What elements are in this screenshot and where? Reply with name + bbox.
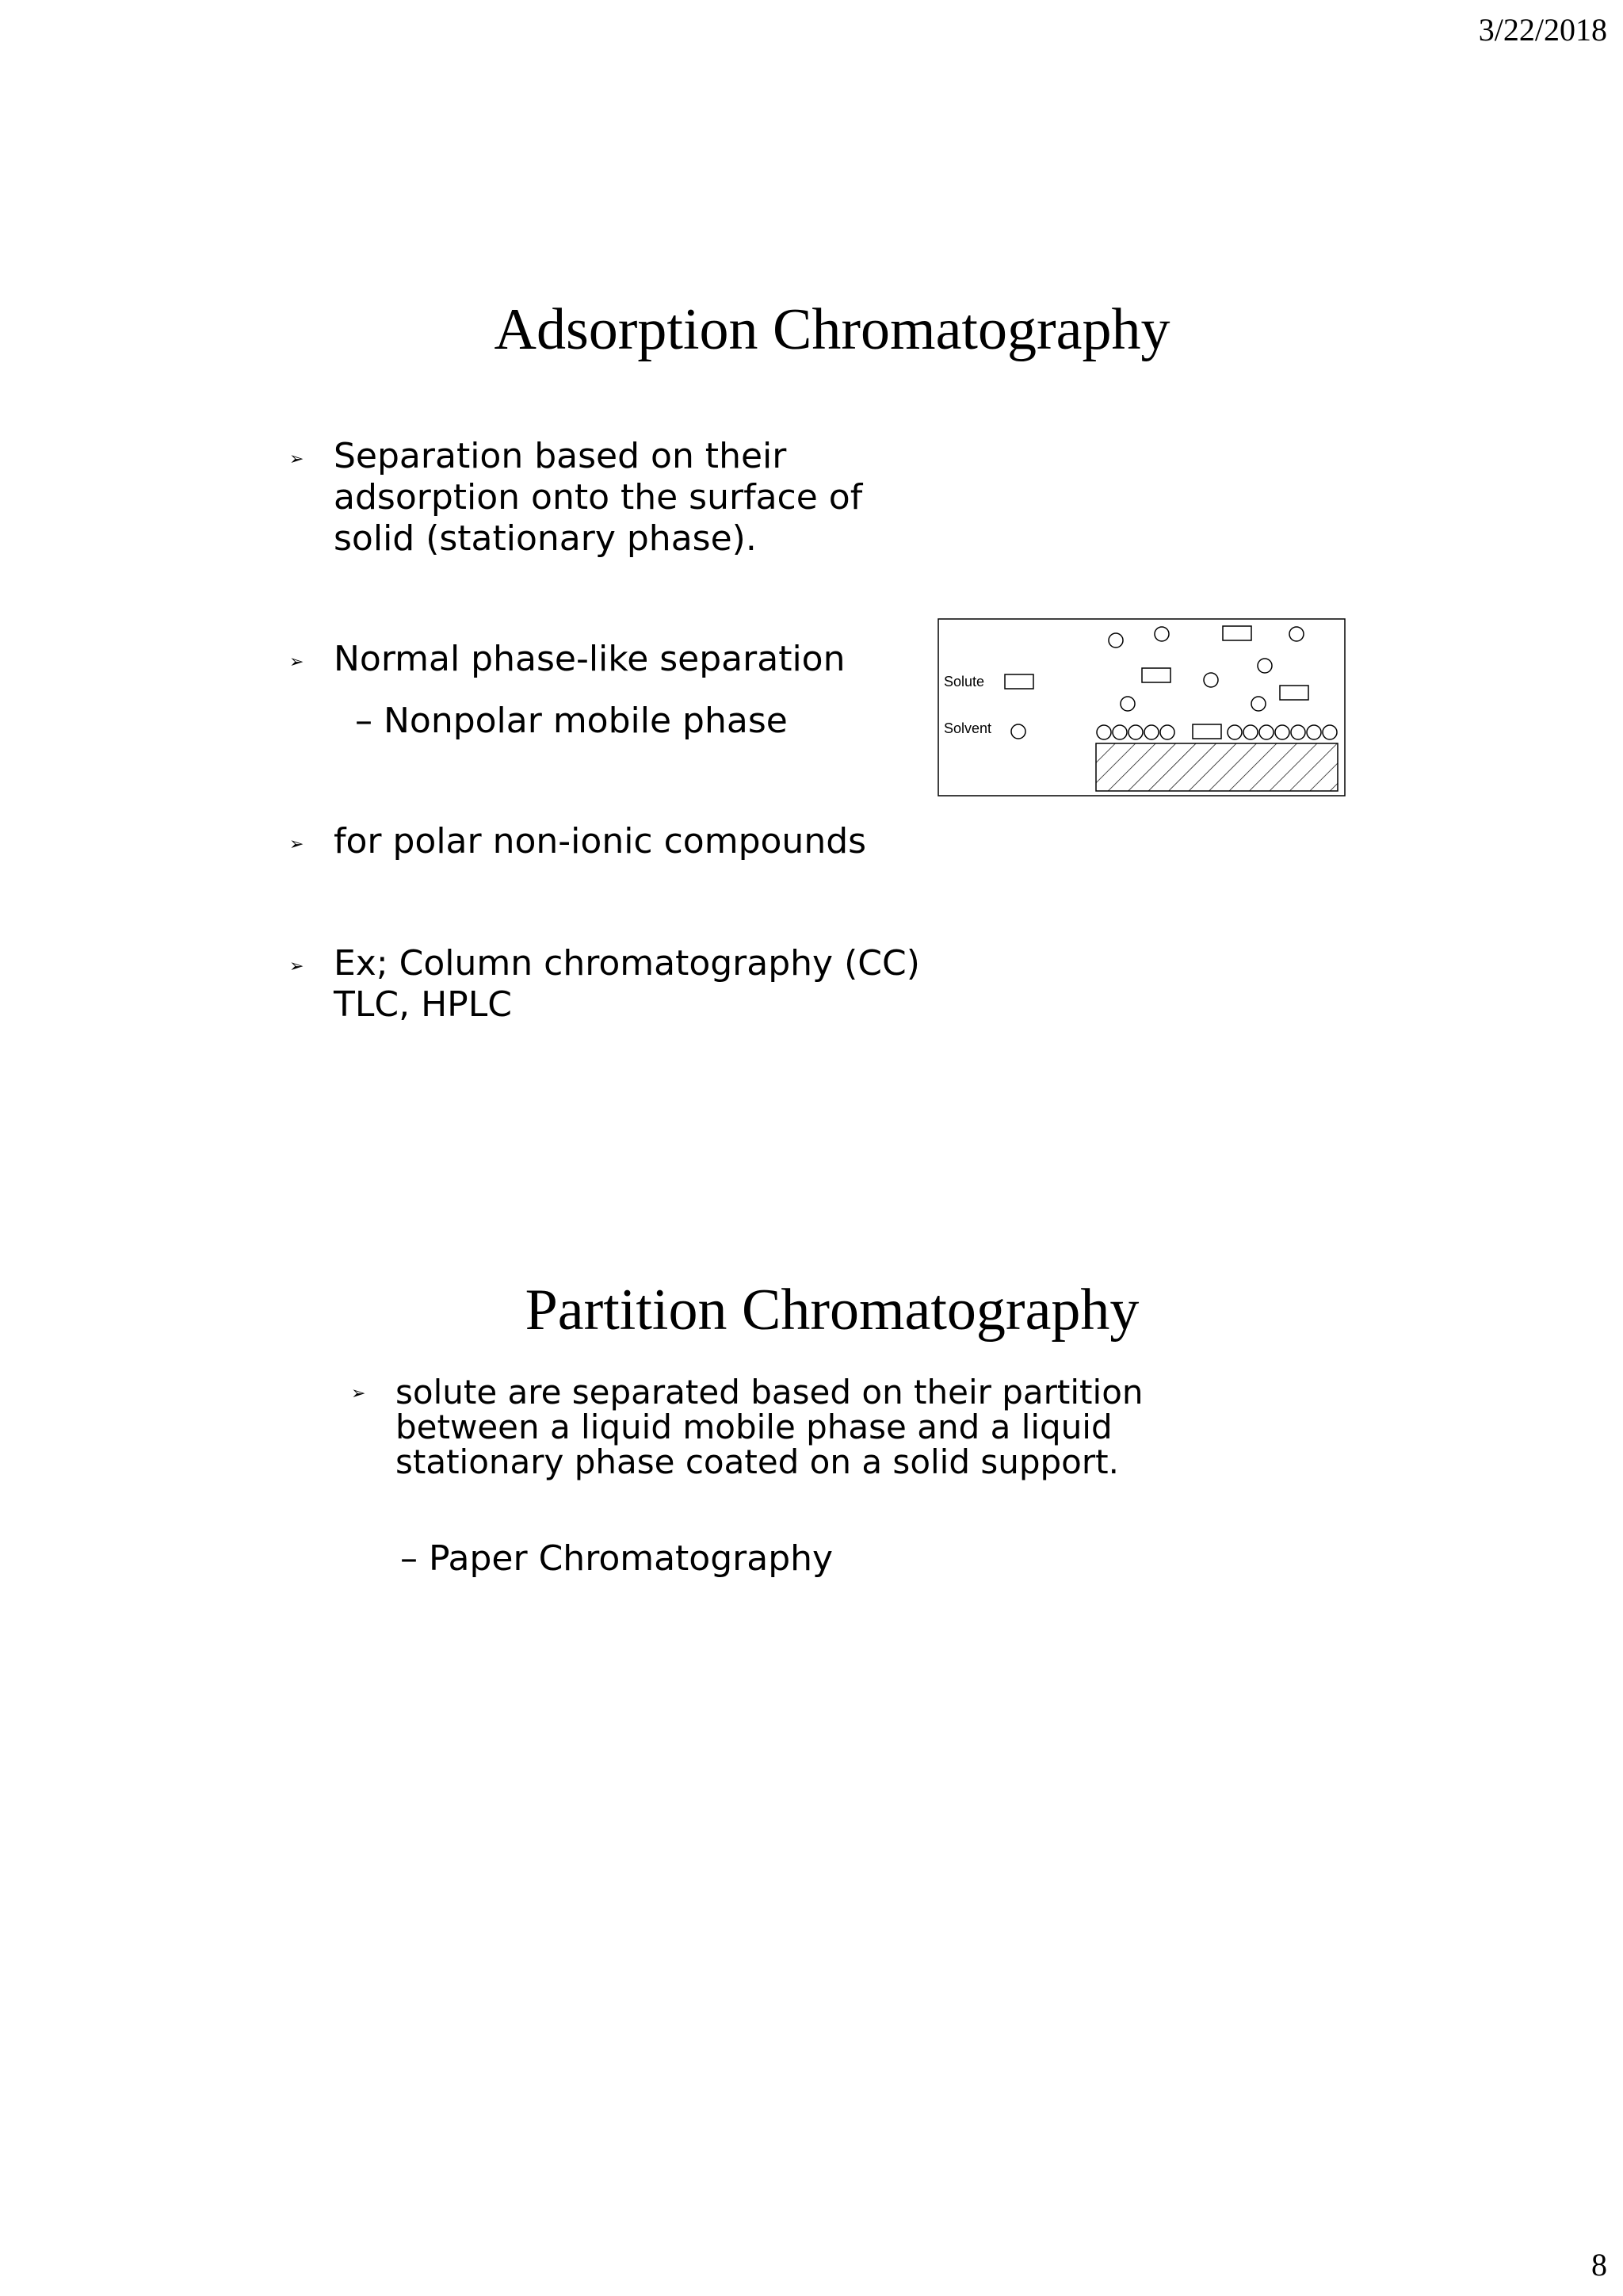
arrowhead-bullet-icon: ➢ bbox=[351, 1384, 366, 1404]
sub-item: – Nonpolar mobile phase bbox=[355, 701, 788, 741]
arrowhead-bullet-icon: ➢ bbox=[289, 957, 304, 976]
sub-item: – Paper Chromatography bbox=[400, 1538, 834, 1579]
arrowhead-bullet-icon: ➢ bbox=[289, 449, 304, 469]
arrowhead-bullet-icon: ➢ bbox=[289, 652, 304, 672]
slide-adsorption bbox=[0, 269, 1623, 1141]
bullet-item bbox=[289, 943, 920, 1026]
bullet-text: Normal phase-like separation bbox=[334, 639, 846, 679]
bullet-text: Separation based on their adsorption onto the surface of solid (stationary phase). bbox=[334, 436, 863, 559]
stationary-phase-solid bbox=[1096, 743, 1338, 791]
bullet-item bbox=[289, 639, 845, 683]
bullet-item bbox=[289, 436, 862, 560]
bullet-text: solute are separated based on their partition between a liquid mobile phase and a liquid stationary phase coated on a solid support. bbox=[395, 1373, 1144, 1481]
solute-legend-icon bbox=[1005, 674, 1033, 689]
page-date: 3/22/2018 bbox=[1478, 12, 1607, 48]
bullet-text: Ex; Column chromatography (CC) TLC, HPLC bbox=[334, 943, 920, 1025]
adsorbed-layer bbox=[1097, 724, 1337, 739]
page-number: 8 bbox=[1591, 2247, 1607, 2283]
bullet-text: for polar non-ionic compounds bbox=[334, 821, 867, 861]
bullet-item bbox=[351, 1375, 1144, 1480]
adsorption-diagram bbox=[938, 618, 1346, 797]
slide-title: Partition Chromatography bbox=[525, 1278, 1140, 1343]
bullet-item bbox=[289, 821, 866, 865]
slide-title: Adsorption Chromatography bbox=[494, 297, 1170, 362]
slide-partition bbox=[0, 1248, 1623, 1724]
solvent-label: Solvent bbox=[944, 720, 992, 736]
solvent-legend-icon bbox=[1011, 724, 1025, 739]
solute-label: Solute bbox=[944, 674, 985, 690]
arrowhead-bullet-icon: ➢ bbox=[289, 835, 304, 854]
